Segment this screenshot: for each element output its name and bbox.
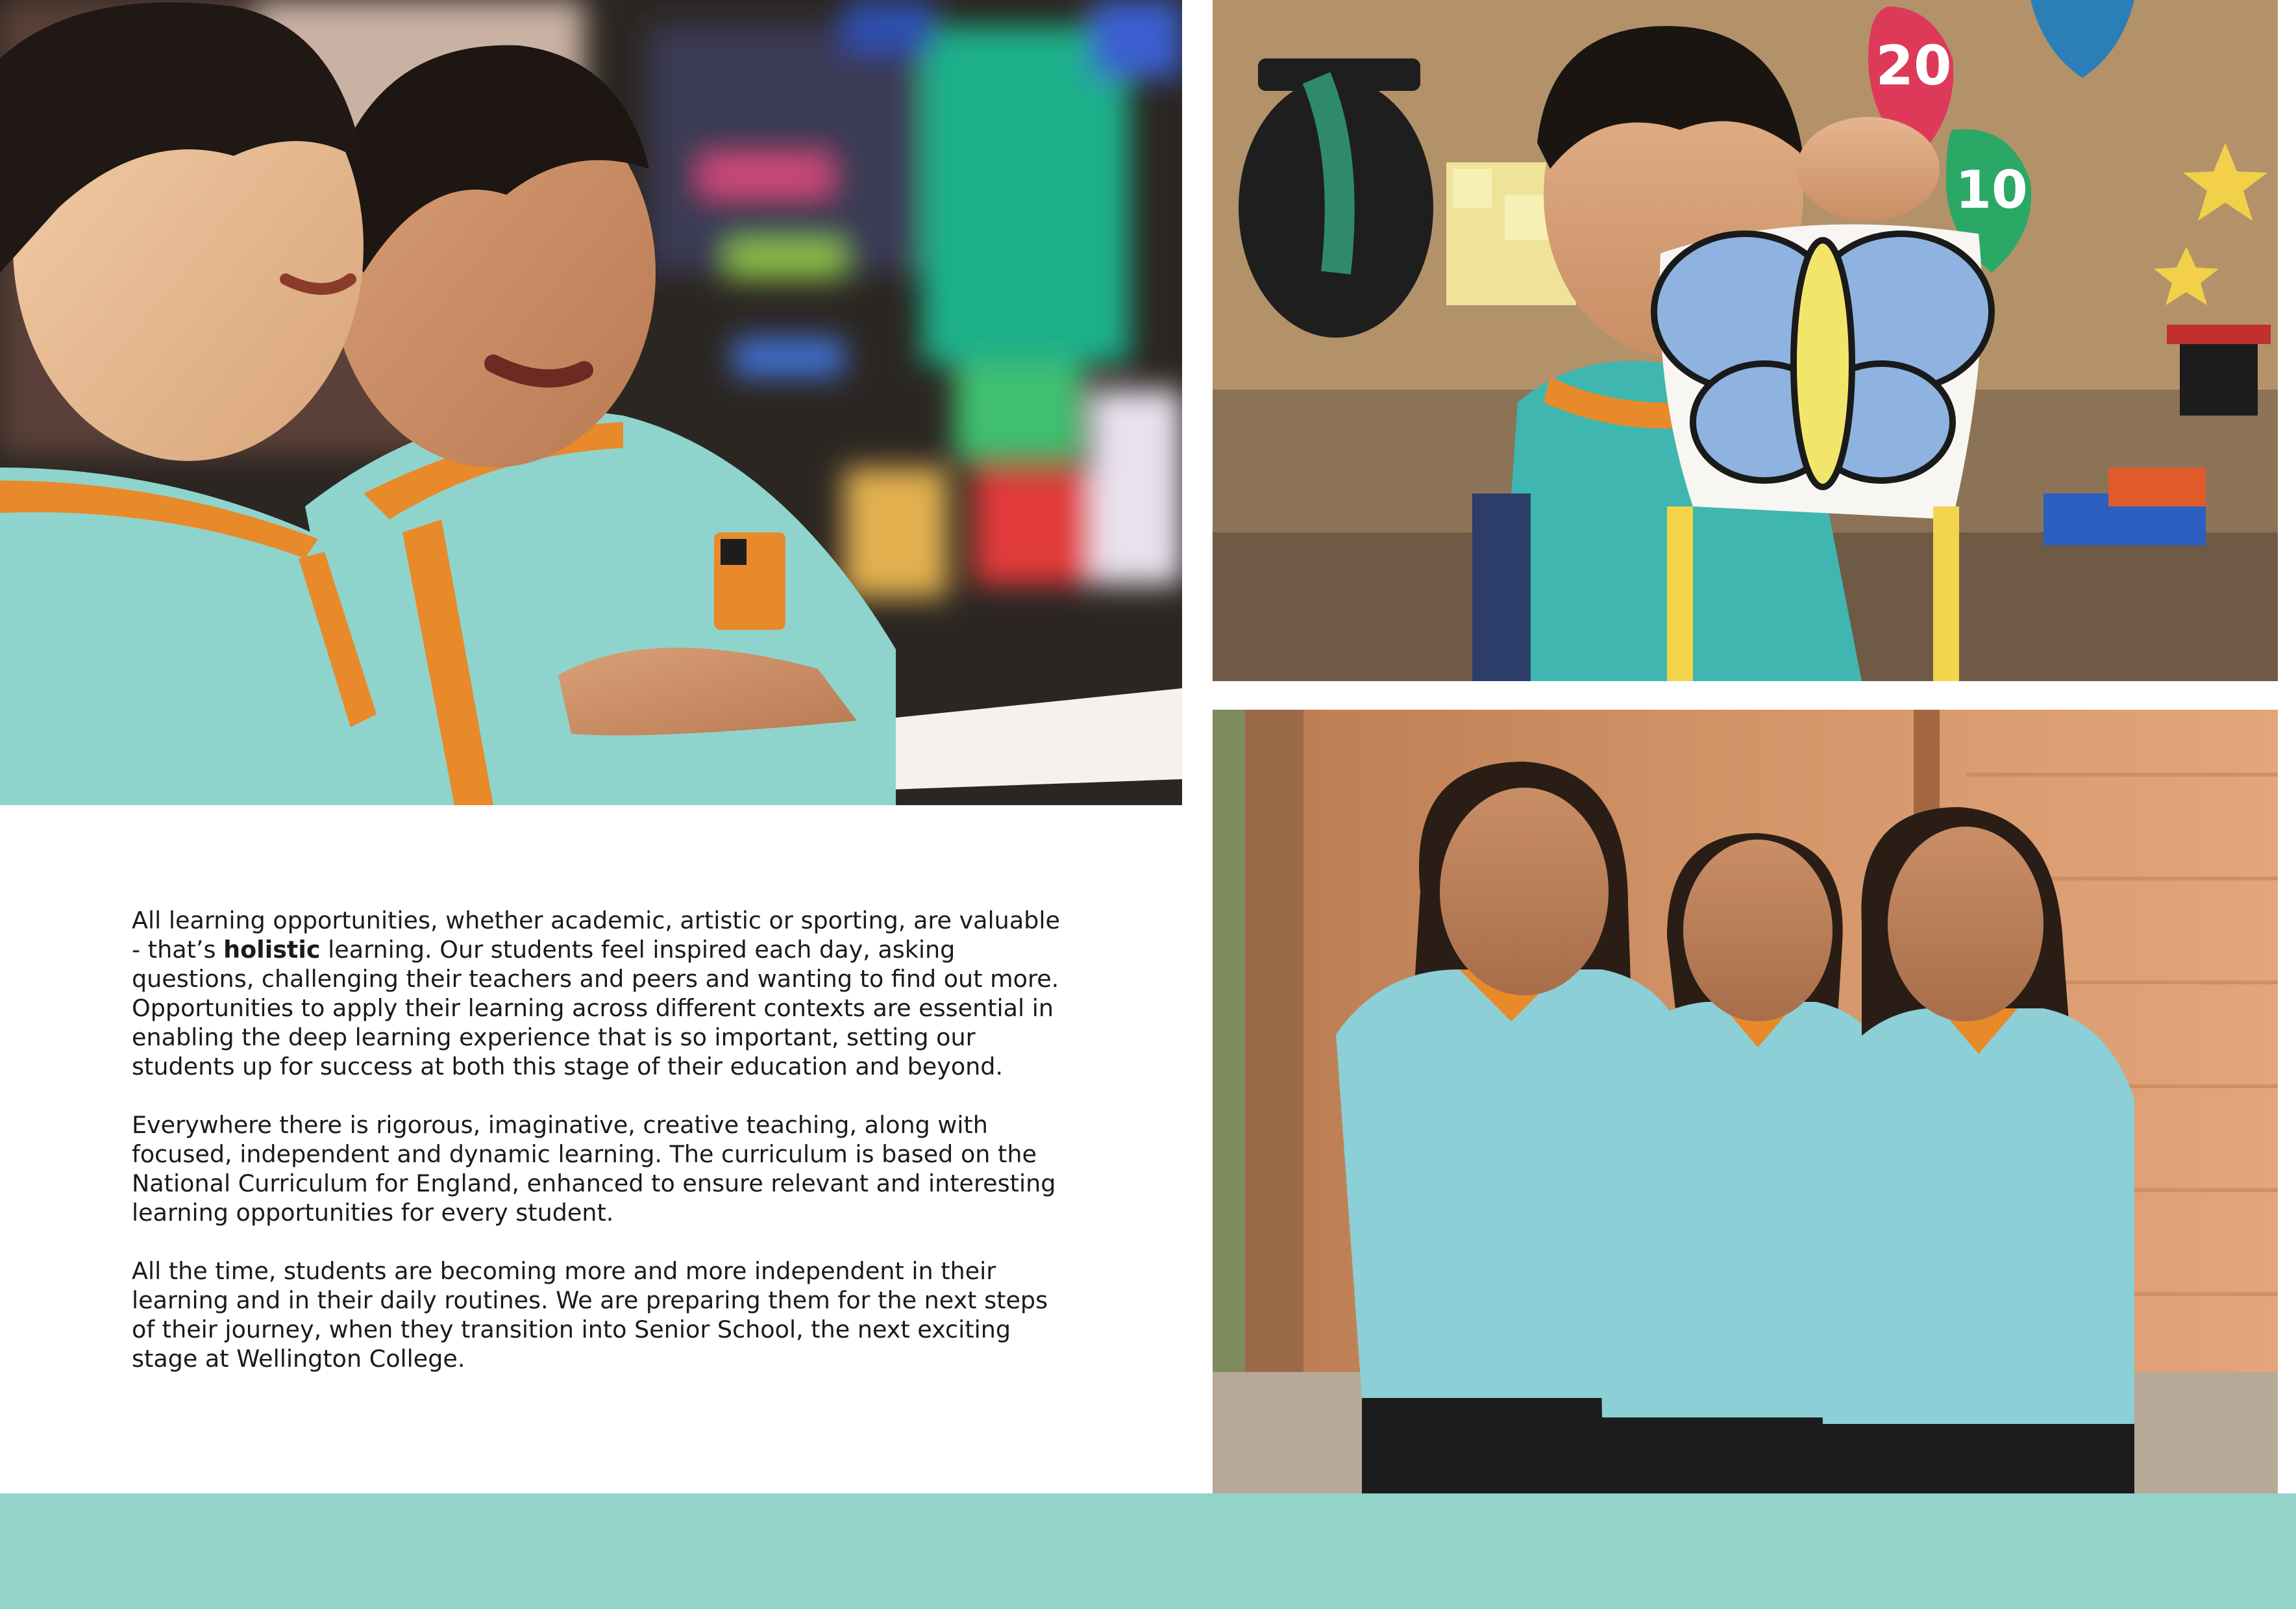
paragraph-independence: All the time, students are becoming more and more independent in their learning and in their daily routines. We are preparing them for the next steps of their journey, when they transition into Senior School, the next exciting stage at Wellington College. bbox=[132, 1257, 1048, 1373]
paragraph-1-end: learning. Our students feel inspired each day, asking questions, challenging their teachers and peers and wanting to find out more. Opportunities to apply their learning across different contexts are essential in enabling the deep learning experience that is so important, setting our students up for success at both this stage of their education and beyond. bbox=[132, 936, 1059, 1080]
photo-three-girls-smiling bbox=[1213, 710, 2278, 1493]
photo-two-boys-smiling bbox=[0, 0, 1182, 805]
holistic-emphasis: holistic bbox=[223, 936, 321, 964]
body-copy bbox=[132, 906, 1067, 1373]
paragraph-holistic-learning bbox=[132, 906, 1067, 1081]
balloon-number-20: 20 bbox=[1875, 34, 1952, 97]
footer-color-band bbox=[0, 1493, 2296, 1609]
balloon-number-10: 10 bbox=[1955, 160, 2028, 220]
paragraph-1-start: All learning opportunities, whether academic, artistic or sporting, are valuable - that’s bbox=[132, 906, 1060, 964]
paragraph-teaching-curriculum: Everywhere there is rigorous, imaginative, creative teaching, along with focused, independent and dynamic learning. The curriculum is based on the National Curriculum for England, enhanced to ensure relevant and interesting learning opportunities for every student. bbox=[132, 1111, 1056, 1227]
photo-boy-with-butterfly-drawing bbox=[1213, 0, 2278, 681]
